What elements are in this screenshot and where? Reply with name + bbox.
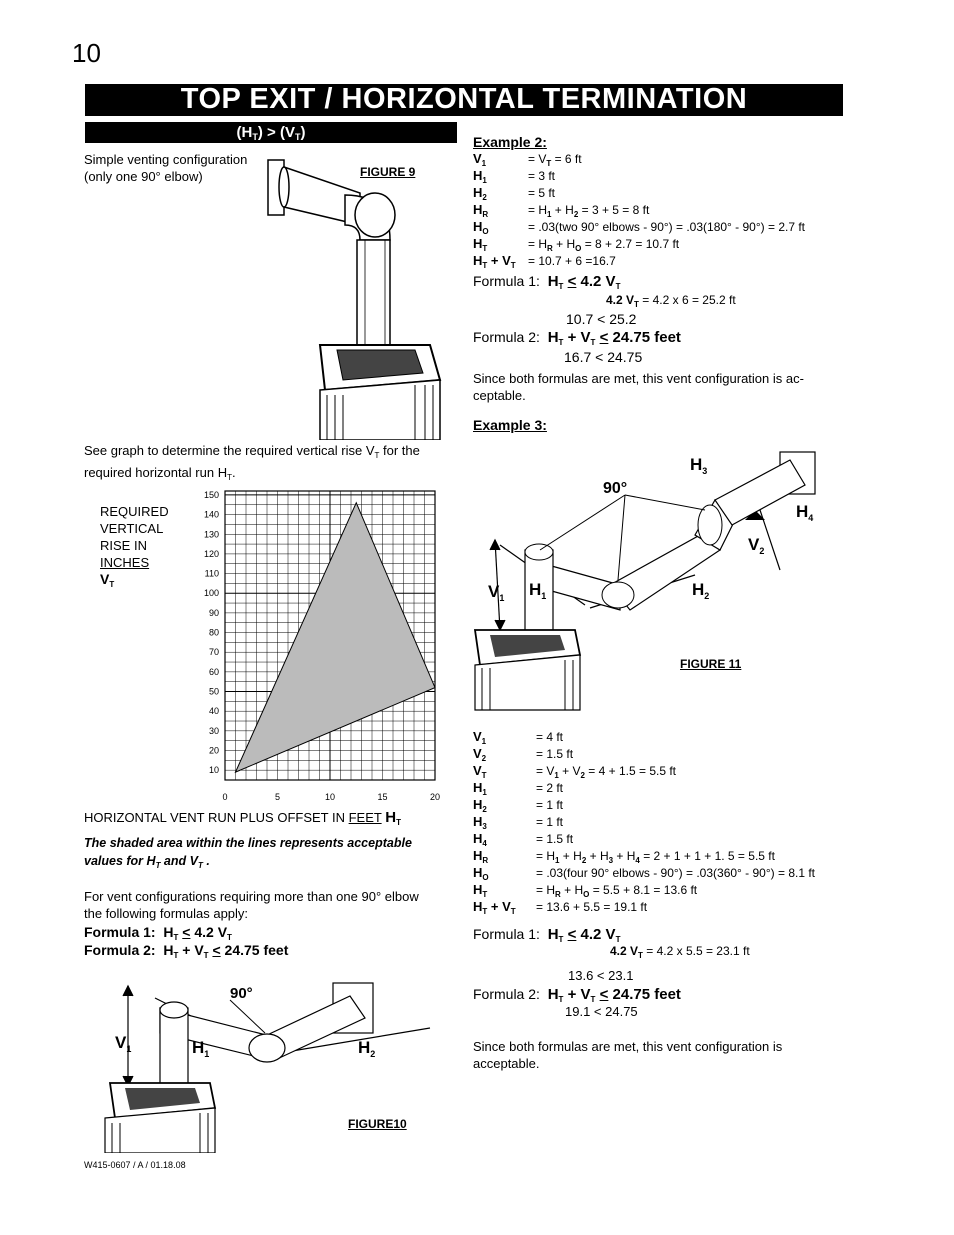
- y-tick-label: 70: [208, 647, 219, 658]
- figure9-caption: FIGURE 9: [360, 165, 416, 179]
- ex3-row: $V_2$: [473, 746, 487, 763]
- ex2-row: $H_1$: [473, 168, 487, 185]
- example3-conclusion: Since both formulas are met, this vent configuration is acceptable.: [473, 1039, 783, 1071]
- y-tick-label: 10: [208, 765, 219, 776]
- y-tick-label: 30: [208, 725, 219, 736]
- y-tick-label: 140: [203, 509, 219, 520]
- ex3-row-value: = 1 ft: [536, 815, 564, 829]
- ex3-row: $H_1$: [473, 780, 487, 797]
- y-tick-label: 50: [208, 686, 219, 697]
- page-number: 10: [72, 38, 101, 68]
- ex2-row-value: = $V_T = 6$ ft: [528, 152, 582, 168]
- footer-code: W415-0607 / A / 01.18.08: [84, 1160, 186, 1170]
- ex3-row-value: = 1 ft: [536, 798, 564, 812]
- ex2-row: $V_1$: [473, 151, 487, 168]
- svg-text:V1: $V_1$: [115, 1033, 132, 1054]
- y-tick-label: 120: [203, 548, 219, 559]
- example2-formula2: Formula 2: $H_T + V_T < 24.75$ feet: [473, 329, 681, 347]
- graph-y-title: REQUIRED VERTICAL RISE IN INCHES $V_T$: [100, 504, 169, 589]
- example3-formula1: Formula 1: $H_T < 4.2$ $V_T$: [473, 926, 621, 944]
- ex3-row-value: = $H_1 + H_2 + H_3 + H_4 = 2 + 1 + 1 + 1$. 5 = 5.5 ft: [536, 849, 775, 865]
- svg-text:H2: $H_2$: [692, 580, 710, 601]
- y-tick-label: 40: [208, 706, 219, 717]
- svg-text:H1: $H_1$: [529, 580, 547, 601]
- ex3-row: $V_T$: [473, 763, 487, 780]
- y-tick-label: 130: [203, 529, 219, 540]
- svg-text:H4: $H_4$: [796, 502, 814, 523]
- svg-text:90°: 90°: [230, 985, 253, 1002]
- vent-graph: [195, 483, 455, 808]
- svg-text:H3: $H_3$: [690, 455, 708, 476]
- section-subheading: $(H_T) > (V_T)$: [85, 122, 457, 143]
- ex2-row: $H_R$: [473, 202, 489, 219]
- acceptable-area: [236, 503, 436, 772]
- ex3-row: $H_T$: [473, 882, 488, 899]
- figure10-caption: FIGURE10: [348, 1117, 407, 1131]
- page-title: TOP EXIT / HORIZONTAL TERMINATION: [85, 84, 843, 116]
- more-elbows-text: For vent configurations requiring more than one 90° elbow the following formulas apply:: [84, 889, 419, 921]
- ex2-row: $H_T + V_T$: [473, 253, 516, 270]
- figure11-caption: FIGURE 11: [680, 657, 742, 671]
- svg-text:90°: 90°: [603, 480, 628, 497]
- ex2-row-value: = 10.7 + 6 =16.7: [528, 254, 616, 268]
- y-tick-label: 150: [203, 489, 219, 500]
- ex2-row-value: = $H_1 + H_2 = 3 + 5 = 8$ ft: [528, 203, 650, 219]
- example3-f2-result: 19.1 < 24.75: [565, 1004, 638, 1019]
- ex2-row-value: = .03(two 90° elbows - 90°) = .03(180° - 90°) = 2.7 ft: [528, 220, 806, 234]
- ex2-row: $H_O$: [473, 219, 489, 236]
- svg-text:H1: $H_1$: [192, 1038, 210, 1059]
- ex3-row: $H_O$: [473, 865, 489, 882]
- x-tick-label: 20: [429, 792, 441, 802]
- formula1-left: Formula 1: $H_T < 4.2$ $V_T$: [84, 924, 232, 942]
- graph-x-title: HORIZONTAL VENT RUN PLUS OFFSET IN FEET $H_T$: [84, 809, 401, 827]
- example2-formula1: Formula 1: $H_T < 4.2$ $V_T$: [473, 273, 621, 291]
- example2-f1-calc: 4.2 $V_T = 4.2$ x 6 = 25.2 ft: [606, 293, 736, 309]
- ex3-row-value: = .03(four 90° elbows - 90°) = .03(360° - 90°) = 8.1 ft: [536, 866, 816, 880]
- ex3-row-value: = 1.5 ft: [536, 747, 574, 761]
- ex3-row-value: = $H_R + H_O = 5.5 + 8.1 = 13.6$ ft: [536, 883, 698, 899]
- ex3-row-value: = 13.6 + 5.5 = 19.1 ft: [536, 900, 648, 914]
- ex3-row-value: = $V_1 + V_2 = 4 + 1.5 = 5.5$ ft: [536, 764, 677, 780]
- example2-conclusion: Since both formulas are met, this vent configuration is ac- ceptable.: [473, 371, 804, 403]
- y-tick-label: 110: [204, 568, 219, 579]
- y-tick-label: 60: [208, 666, 219, 677]
- ex3-row: $H_T + V_T$: [473, 899, 516, 916]
- y-tick-label: 90: [208, 607, 219, 618]
- ex3-row: $H_4$: [473, 831, 487, 848]
- example3-formula2: Formula 2: $H_T + V_T < 24.75$ feet: [473, 986, 681, 1004]
- graph-intro: See graph to determine the required vertical rise $V_T$ for the required horizontal run $H_T$.: [84, 443, 420, 482]
- example2-heading: Example 2:: [473, 134, 547, 150]
- x-tick-label: 10: [324, 792, 336, 802]
- y-tick-label: 100: [203, 588, 219, 599]
- ex3-row-value: = 1.5 ft: [536, 832, 574, 846]
- figure11-illustration: [470, 440, 850, 715]
- example3-f1-calc: 4.2 $V_T = 4.2$ x 5.5 = 23.1 ft: [610, 944, 750, 960]
- ex3-row-value: = 4 ft: [536, 730, 564, 744]
- ex2-row-value: = 5 ft: [528, 186, 556, 200]
- ex2-row: $H_2$: [473, 185, 487, 202]
- figure9-illustration: [265, 155, 465, 440]
- ex2-row-value: = $H_R + H_O = 8 + 2.7 = 10.7$ ft: [528, 237, 680, 253]
- x-tick-label: 0: [222, 792, 228, 802]
- ex2-row: $H_T$: [473, 236, 488, 253]
- svg-text:V2: $V_2$: [748, 535, 765, 556]
- ex3-row: $H_2$: [473, 797, 487, 814]
- ex3-row: $H_3$: [473, 814, 487, 831]
- example3-f1-result: 13.6 < 23.1: [568, 968, 634, 983]
- intro-text: Simple venting configuration (only one 90° elbow): [84, 152, 248, 184]
- x-tick-label: 15: [377, 792, 388, 802]
- ex3-row-value: = 2 ft: [536, 781, 564, 795]
- ex2-row-value: = 3 ft: [528, 169, 556, 183]
- y-tick-label: 80: [208, 627, 219, 638]
- svg-text:H2: $H_2$: [358, 1038, 376, 1059]
- example2-f1-result: 10.7 < 25.2: [566, 311, 637, 327]
- example2-f2-result: 16.7 < 24.75: [564, 349, 643, 365]
- y-tick-label: 20: [208, 745, 219, 756]
- ex3-row: $V_1$: [473, 729, 487, 746]
- example3-heading: Example 3:: [473, 417, 547, 433]
- x-tick-label: 5: [274, 792, 281, 802]
- shaded-note: The shaded area within the lines represents acceptable values for $H_T$ and $V_T$ .: [84, 836, 412, 870]
- ex3-row: $H_R$: [473, 848, 489, 865]
- svg-text:V1: $V_1$: [488, 582, 505, 603]
- formula2-left: Formula 2: $H_T + V_T < 24.75$ feet: [84, 942, 289, 960]
